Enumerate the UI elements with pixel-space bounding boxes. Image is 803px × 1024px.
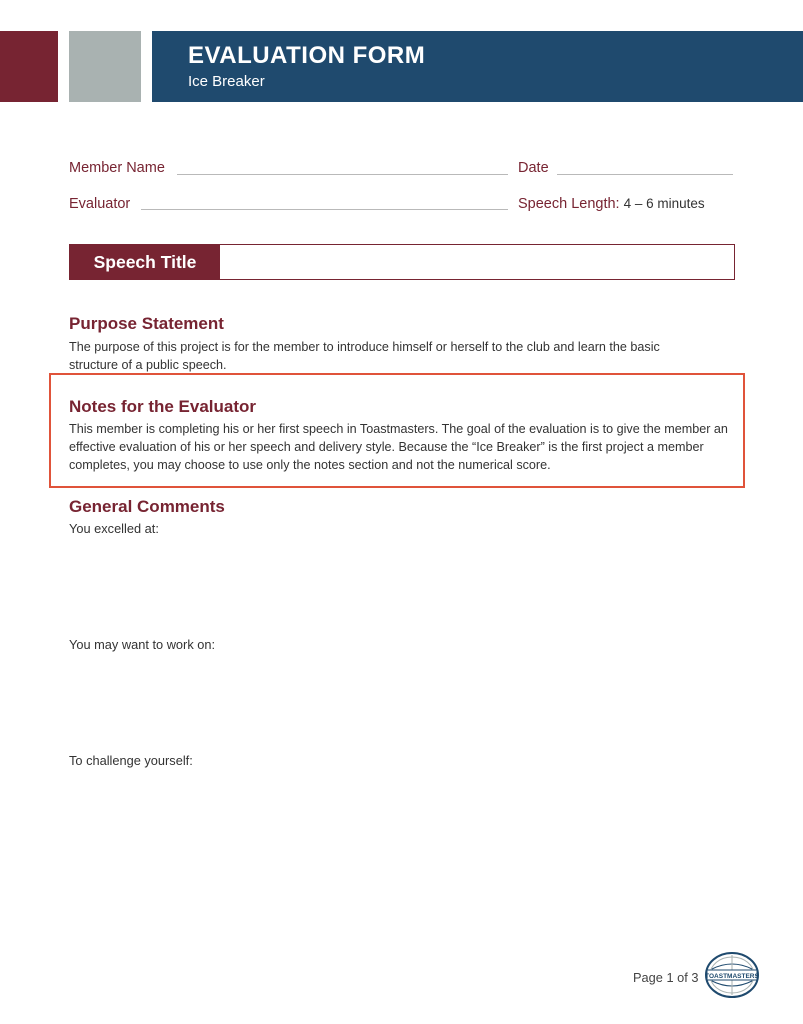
speech-length-value: 4 – 6 minutes [623,196,705,211]
purpose-heading: Purpose Statement [69,314,224,333]
evaluator-field[interactable] [141,209,508,210]
purpose-body: The purpose of this project is for the member to introduce himself or herself to the club and learn the basic structure of a public speech. [69,340,660,372]
header-gray-block [69,31,141,102]
excelled-prompt: You excelled at: [69,521,159,536]
general-comments-heading: General Comments [69,497,225,516]
speech-length-label: Speech Length: [518,196,620,212]
page-number: Page 1 of 3 [633,970,699,985]
logo-text: TOASTMASTERS [705,973,759,980]
notes-heading: Notes for the Evaluator [69,397,257,416]
work-on-prompt: You may want to work on: [69,637,216,652]
header-banner [152,31,803,102]
evaluator-label: Evaluator [69,196,131,212]
date-label: Date [518,160,549,176]
speech-length [518,196,705,212]
speech-title-label: Speech Title [70,245,220,279]
date-field[interactable] [557,174,733,175]
challenge-prompt: To challenge yourself: [69,753,193,768]
toastmasters-logo [704,951,760,999]
speech-title-box [69,244,735,280]
form-title: EVALUATION FORM [188,42,426,69]
member-name-field[interactable] [177,174,508,175]
speech-title-input[interactable] [220,245,734,279]
header-maroon-block [0,31,58,102]
member-name-label: Member Name [69,160,165,176]
notes-body: This member is completing his or her first speech in Toastmasters. The goal of the evaluation is to give the member an effective evaluation of his or her speech and delivery style. Because the “Ice Breaker” is the first project a member completes, you may choose to use only the notes section and not the numerical score. [69,422,728,472]
form-subtitle: Ice Breaker [188,73,265,90]
